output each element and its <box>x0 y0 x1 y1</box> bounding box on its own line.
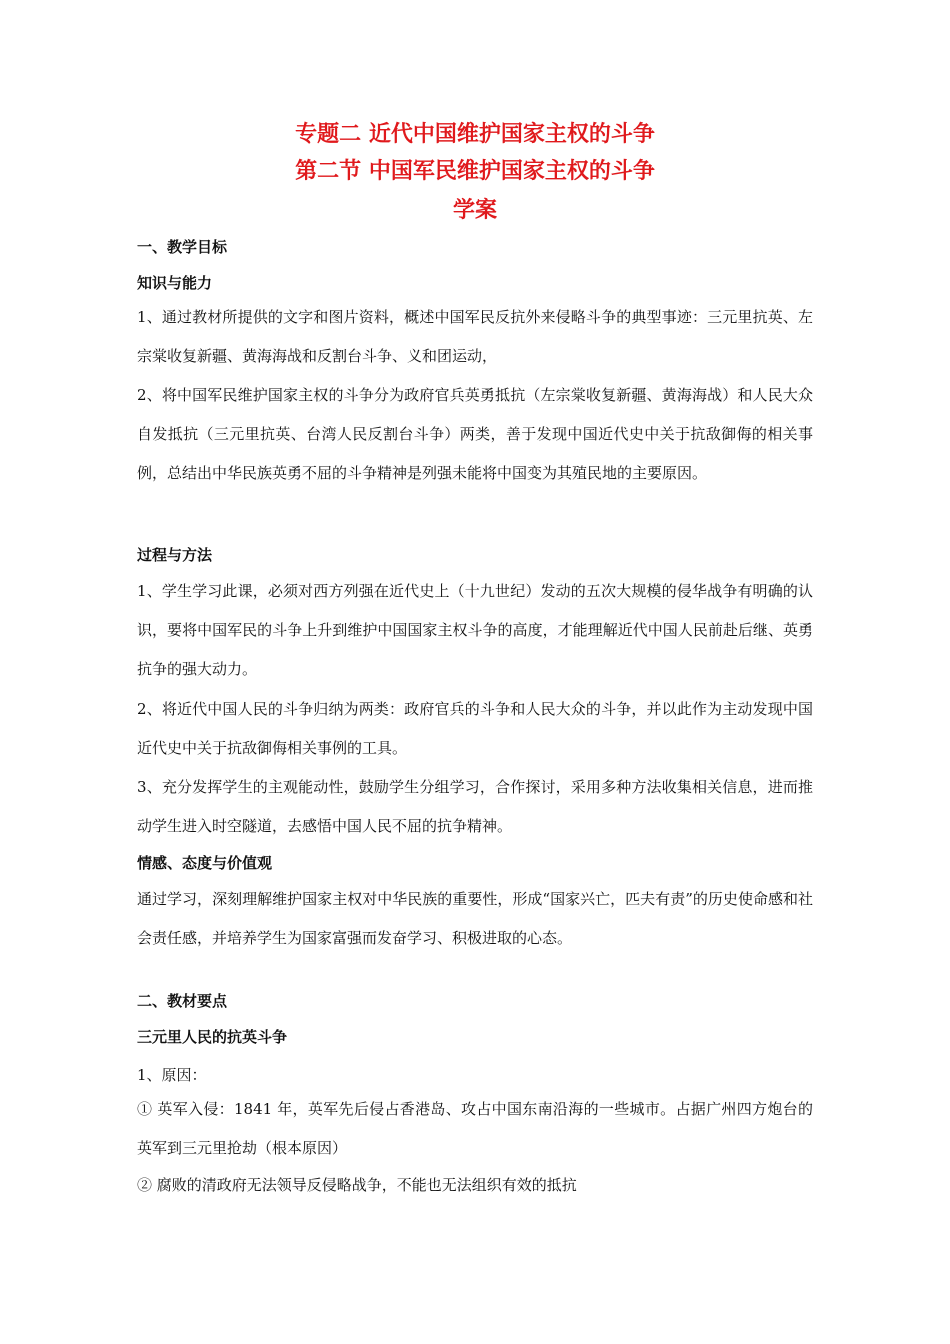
paragraph: 通过学习，深刻理解维护国家主权对中华民族的重要性，形成“国家兴亡，匹夫有责”的历史使命感和社会责任感，并培养学生为国家富强而发奋学习、积极进取的心态。 <box>137 890 813 947</box>
list-item: ② 腐败的清政府无法领导反侵略战争，不能也无法组织有效的抵抗 <box>137 1176 577 1194</box>
paragraph: 1、学生学习此课，必须对西方列强在近代史上（十九世纪）发动的五次大规模的侵华战争有明确的认识，要将中国军民的斗争上升到维护中国国家主权斗争的高度，才能理解近代中国人民前赴后继、英勇抗争的强大动力。 <box>137 582 813 678</box>
heading-emotion-values: 情感、态度与价值观 <box>137 854 273 872</box>
heading-teaching-goals: 一、教学目标 <box>137 238 228 256</box>
heading-textbook-points: 二、教材要点 <box>137 992 228 1010</box>
heading-process-method: 过程与方法 <box>137 546 213 564</box>
heading-sanyuanli: 三元里人民的抗英斗争 <box>137 1028 288 1046</box>
paragraph: 1、通过教材所提供的文字和图片资料，概述中国军民反抗外来侵略斗争的典型事迹：三元里抗英、左宗棠收复新疆、黄海海战和反割台斗争、义和团运动， <box>137 308 813 365</box>
topic-title: 专题二 近代中国维护国家主权的斗争 <box>295 122 655 147</box>
section-title: 第二节 中国军民维护国家主权的斗争 <box>295 159 655 184</box>
heading-knowledge-ability: 知识与能力 <box>137 274 213 292</box>
paragraph: 3、充分发挥学生的主观能动性，鼓励学生分组学习，合作探讨，采用多种方法收集相关信息，进而推动学生进入时空隧道，去感悟中国人民不屈的抗争精神。 <box>137 778 813 835</box>
doc-kind-title: 学案 <box>452 198 497 223</box>
paragraph: 2、将中国军民维护国家主权的斗争分为政府官兵英勇抵抗（左宗棠收复新疆、黄海海战）和人民大众自发抵抗（三元里抗英、台湾人民反割台斗争）两类，善于发现中国近代史中关于抗敌御侮的相关事例，总结出中华民族英勇不屈的斗争精神是列强未能将中国变为其殖民地的主要原因。 <box>137 386 813 482</box>
list-item: ① 英军入侵：1841 年，英军先后侵占香港岛、攻占中国东南沿海的一些城市。占据广州四方炮台的英军到三元里抢劫（根本原因） <box>137 1100 813 1157</box>
cause-label: 1、原因： <box>137 1066 207 1084</box>
paragraph: 2、将近代中国人民的斗争归纳为两类：政府官兵的斗争和人民大众的斗争，并以此作为主动发现中国近代史中关于抗敌御侮相关事例的工具。 <box>137 700 813 757</box>
